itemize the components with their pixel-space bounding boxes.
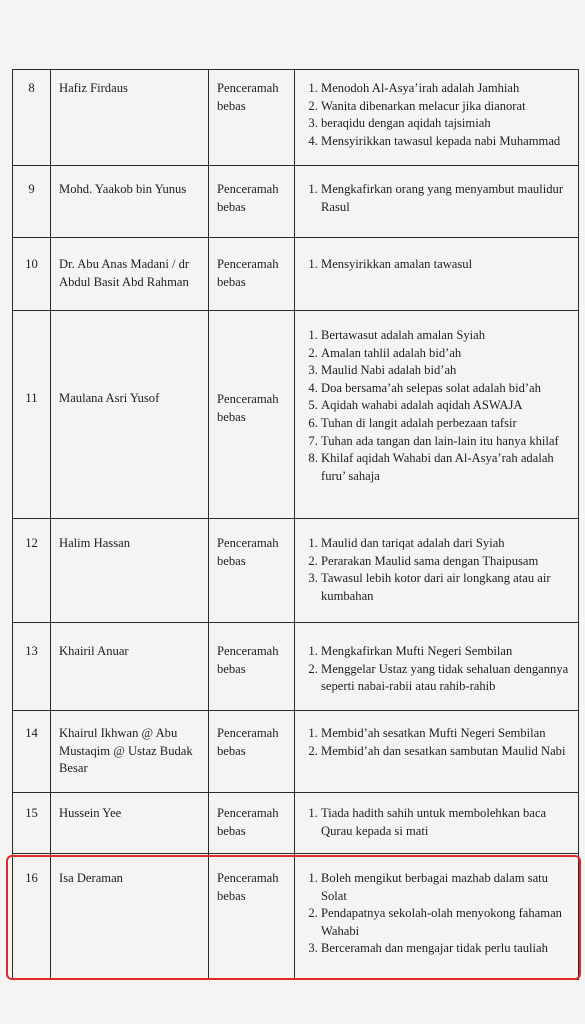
issues-list bbox=[295, 805, 578, 840]
issues-cell bbox=[295, 238, 579, 311]
issues-cell bbox=[295, 711, 579, 793]
row-number: 9 bbox=[13, 166, 51, 238]
row-number: 11 bbox=[13, 311, 51, 519]
issues-list bbox=[295, 643, 578, 696]
table-row bbox=[13, 519, 579, 623]
table-row bbox=[13, 623, 579, 711]
issue-item: 1. Menodoh Al-Asya’irah adalah Jamhiah bbox=[321, 80, 574, 98]
table-row bbox=[13, 70, 579, 166]
preacher-category: Penceramah bebas bbox=[209, 793, 295, 854]
issues-cell bbox=[295, 623, 579, 711]
preacher-name: Mohd. Yaakob bin Yunus bbox=[51, 166, 209, 238]
row-number: 8 bbox=[13, 70, 51, 166]
issue-item: 3. Berceramah dan mengajar tidak perlu tauliah bbox=[321, 940, 574, 958]
issues-list bbox=[295, 181, 578, 216]
row-number: 13 bbox=[13, 623, 51, 711]
table-row bbox=[13, 793, 579, 854]
table-row bbox=[13, 166, 579, 238]
preacher-name: Hafiz Firdaus bbox=[51, 70, 209, 166]
preacher-name: Dr. Abu Anas Madani / dr Abdul Basit Abd Rahman bbox=[51, 238, 209, 311]
row-number: 12 bbox=[13, 519, 51, 623]
table-row bbox=[13, 311, 579, 519]
table-row bbox=[13, 711, 579, 793]
issues-list bbox=[295, 80, 578, 150]
issue-item: 2. Menggelar Ustaz yang tidak sehaluan dengannya seperti nabai-rabii atau rahib-rahib bbox=[321, 661, 574, 696]
issue-item: 1. Mengkafirkan orang yang menyambut maulidur Rasul bbox=[321, 181, 574, 216]
issue-item: 5. Aqidah wahabi adalah aqidah ASWAJA bbox=[321, 397, 574, 415]
preacher-category: Penceramah bebas bbox=[209, 70, 295, 166]
issues-list bbox=[295, 256, 578, 274]
table-row bbox=[13, 238, 579, 311]
row-number: 16 bbox=[13, 854, 51, 980]
issue-item: 1. Membid’ah sesatkan Mufti Negeri Sembilan bbox=[321, 725, 574, 743]
issue-item: 3. Maulid Nabi adalah bid’ah bbox=[321, 362, 574, 380]
issues-cell bbox=[295, 519, 579, 623]
issues-cell bbox=[295, 854, 579, 980]
preacher-category: Penceramah bebas bbox=[209, 711, 295, 793]
issue-item: 8. Khilaf aqidah Wahabi dan Al-Asya’rah adalah furu’ sahaja bbox=[321, 450, 574, 485]
issue-item: 2. Wanita dibenarkan melacur jika dianorat bbox=[321, 98, 574, 116]
issues-cell bbox=[295, 311, 579, 519]
issue-item: 3. Tawasul lebih kotor dari air longkang atau air kumbahan bbox=[321, 570, 574, 605]
issue-item: 6. Tuhan di langit adalah perbezaan tafsir bbox=[321, 415, 574, 433]
issue-item: 2. Membid’ah dan sesatkan sambutan Maulid Nabi bbox=[321, 743, 574, 761]
issue-item: 4. Doa bersama’ah selepas solat adalah bid’ah bbox=[321, 380, 574, 398]
preacher-name: Khairil Anuar bbox=[51, 623, 209, 711]
preacher-name: Isa Deraman bbox=[51, 854, 209, 980]
issue-item: 1. Tiada hadith sahih untuk membolehkan baca Qurau kepada si mati bbox=[321, 805, 574, 840]
issue-item: 7. Tuhan ada tangan dan lain-lain itu hanya khilaf bbox=[321, 433, 574, 451]
preacher-category: Penceramah bebas bbox=[209, 519, 295, 623]
row-number: 15 bbox=[13, 793, 51, 854]
preacher-name: Halim Hassan bbox=[51, 519, 209, 623]
issue-item: 1. Boleh mengikut berbagai mazhab dalam satu Solat bbox=[321, 870, 574, 905]
preacher-table bbox=[12, 69, 579, 980]
issue-item: 2. Perarakan Maulid sama dengan Thaipusam bbox=[321, 553, 574, 571]
issues-list bbox=[295, 535, 578, 605]
issue-item: 4. Mensyirikkan tawasul kepada nabi Muhammad bbox=[321, 133, 574, 151]
issues-cell bbox=[295, 70, 579, 166]
preacher-category: Penceramah bebas bbox=[209, 854, 295, 980]
issue-item: 2. Pendapatnya sekolah-olah menyokong fahaman Wahabi bbox=[321, 905, 574, 940]
issue-item: 1. Maulid dan tariqat adalah dari Syiah bbox=[321, 535, 574, 553]
preacher-category: Penceramah bebas bbox=[209, 238, 295, 311]
issue-item: 1. Mengkafirkan Mufti Negeri Sembilan bbox=[321, 643, 574, 661]
preacher-name: Hussein Yee bbox=[51, 793, 209, 854]
issue-item: 2. Amalan tahlil adalah bid’ah bbox=[321, 345, 574, 363]
issues-list bbox=[295, 870, 578, 958]
preacher-category: Penceramah bebas bbox=[209, 166, 295, 238]
issues-list bbox=[295, 725, 578, 760]
issues-cell bbox=[295, 166, 579, 238]
preacher-category: Penceramah bebas bbox=[209, 623, 295, 711]
issues-list bbox=[295, 327, 578, 485]
preacher-name: Khairul Ikhwan @ Abu Mustaqim @ Ustaz Budak Besar bbox=[51, 711, 209, 793]
issues-cell bbox=[295, 793, 579, 854]
issue-item: 3. beraqidu dengan aqidah tajsimiah bbox=[321, 115, 574, 133]
row-number: 10 bbox=[13, 238, 51, 311]
row-number: 14 bbox=[13, 711, 51, 793]
preacher-name: Maulana Asri Yusof bbox=[51, 311, 209, 519]
preacher-category: Penceramah bebas bbox=[209, 311, 295, 519]
table-row bbox=[13, 854, 579, 980]
issue-item: 1. Mensyirikkan amalan tawasul bbox=[321, 256, 574, 274]
issue-item: 1. Bertawasut adalah amalan Syiah bbox=[321, 327, 574, 345]
